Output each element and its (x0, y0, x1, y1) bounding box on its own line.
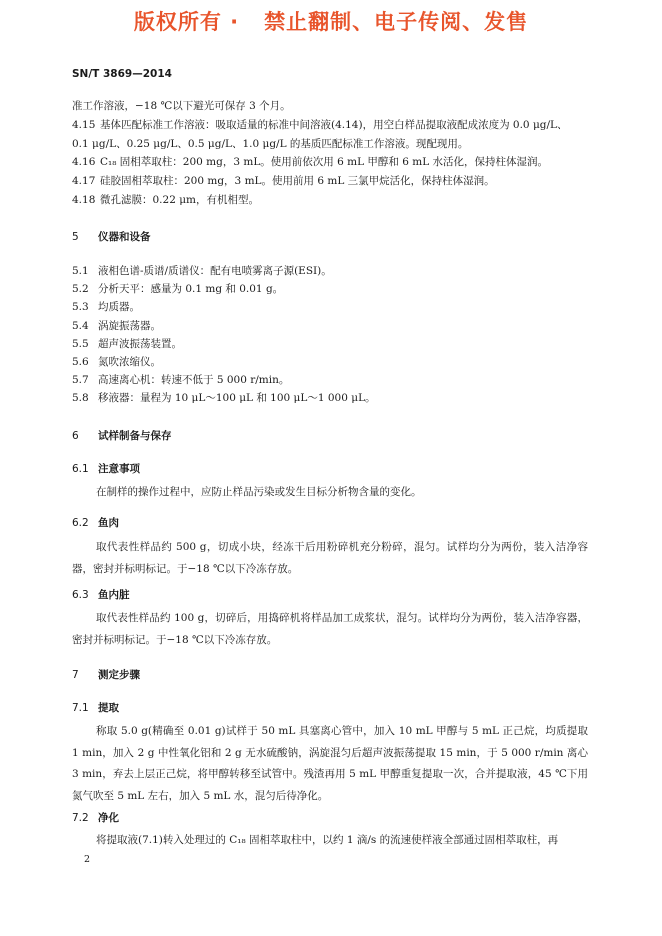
list-item: 4.17 硅胶固相萃取柱：200 mg，3 mL。使用前用 6 mL 三氯甲烷活化，保持柱体湿润。 (72, 175, 495, 187)
subsection-heading: 7.1 提取 (72, 702, 119, 714)
list-item: 5.3 均质器。 (72, 301, 140, 313)
paragraph: 取代表性样品约 100 g，切碎后，用捣碎机将样品加工成浆状，混匀。试样均分为两份，装入洁净容器，密封并标明标记。于−18 ℃以下冷冻存放。 (72, 612, 588, 646)
list-item: 4.16 C₁₈ 固相萃取柱：200 mg，3 mL。使用前依次用 6 mL 甲醇和 6 mL 水活化，保持柱体湿润。 (72, 156, 549, 168)
list-item: 5.7 高速离心机：转速不低于 5 000 r/min。 (72, 374, 290, 386)
copyright-watermark: 版权所有 · 禁止翻制、电子传阅、发售 (133, 10, 529, 34)
section-heading: 6 试样制备与保存 (72, 430, 172, 442)
list-item: 5.2 分析天平：感量为 0.1 mg 和 0.01 g。 (72, 283, 284, 295)
page-number: 2 (84, 854, 91, 865)
subsection-heading: 6.2 鱼肉 (72, 517, 119, 529)
subsection-heading: 7.2 净化 (72, 812, 119, 824)
list-item: 5.6 氮吹浓缩仪。 (72, 356, 161, 368)
subsection-heading: 6.1 注意事项 (72, 463, 140, 475)
section-heading: 5 仪器和设备 (72, 231, 151, 243)
paragraph: 将提取液(7.1)转入处理过的 C₁₈ 固相萃取柱中，以约 1 滴/s 的流速使样液全部通过固相萃取柱，再 (96, 834, 559, 846)
list-item: 5.4 涡旋振荡器。 (72, 320, 161, 332)
list-item: 0.1 μg/L、0.25 μg/L、0.5 μg/L、1.0 μg/L 的基质匹配标准工作溶液。现配现用。 (72, 138, 469, 150)
list-item: 5.5 超声波振荡装置。 (72, 338, 182, 350)
list-item: 准工作溶液，−18 ℃以下避光可保存 3 个月。 (72, 100, 291, 112)
list-item: 5.1 液相色谱-质谱/质谱仪：配有电喷雾离子源(ESI)。 (72, 265, 332, 277)
paragraph: 称取 5.0 g(精确至 0.01 g)试样于 50 mL 具塞离心管中，加入 10 mL 甲醇与 5 mL 正己烷，均质提取 1 min，加入 2 g 中性氧化铝和 2 g 无水硫酸钠，涡旋混匀后超声波振荡提取 15 min，于 5 000 r/min 离心 3 min，弃去上层正己烷，将甲醇转移至试管中。残渣再用 5 mL 甲醇重复提取一次，合并提取液，45 ℃下用氮气吹至 5 mL 左右，加入 5 mL 水，混匀后待净化。 (72, 725, 588, 802)
list-item: 5.8 移液器：量程为 10 μL～100 μL 和 100 μL～1 000 μL。 (72, 392, 376, 404)
standard-code: SN/T 3869—2014 (72, 68, 172, 80)
subsection-heading: 6.3 鱼内脏 (72, 589, 130, 601)
list-item: 4.15 基体匹配标准工作溶液：吸取适量的标准中间溶液(4.14)，用空白样品提取液配成浓度为 0.0 μg/L、 (72, 119, 568, 131)
paragraph: 在制样的操作过程中，应防止样品污染或发生目标分析物含量的变化。 (96, 486, 422, 498)
list-item: 4.18 微孔滤膜：0.22 μm，有机相型。 (72, 194, 259, 206)
paragraph: 取代表性样品约 500 g，切成小块，经冻干后用粉碎机充分粉碎，混匀。试样均分为两份，装入洁净容器，密封并标明标记。于−18 ℃以下冷冻存放。 (72, 541, 588, 575)
section-heading: 7 测定步骤 (72, 669, 140, 681)
